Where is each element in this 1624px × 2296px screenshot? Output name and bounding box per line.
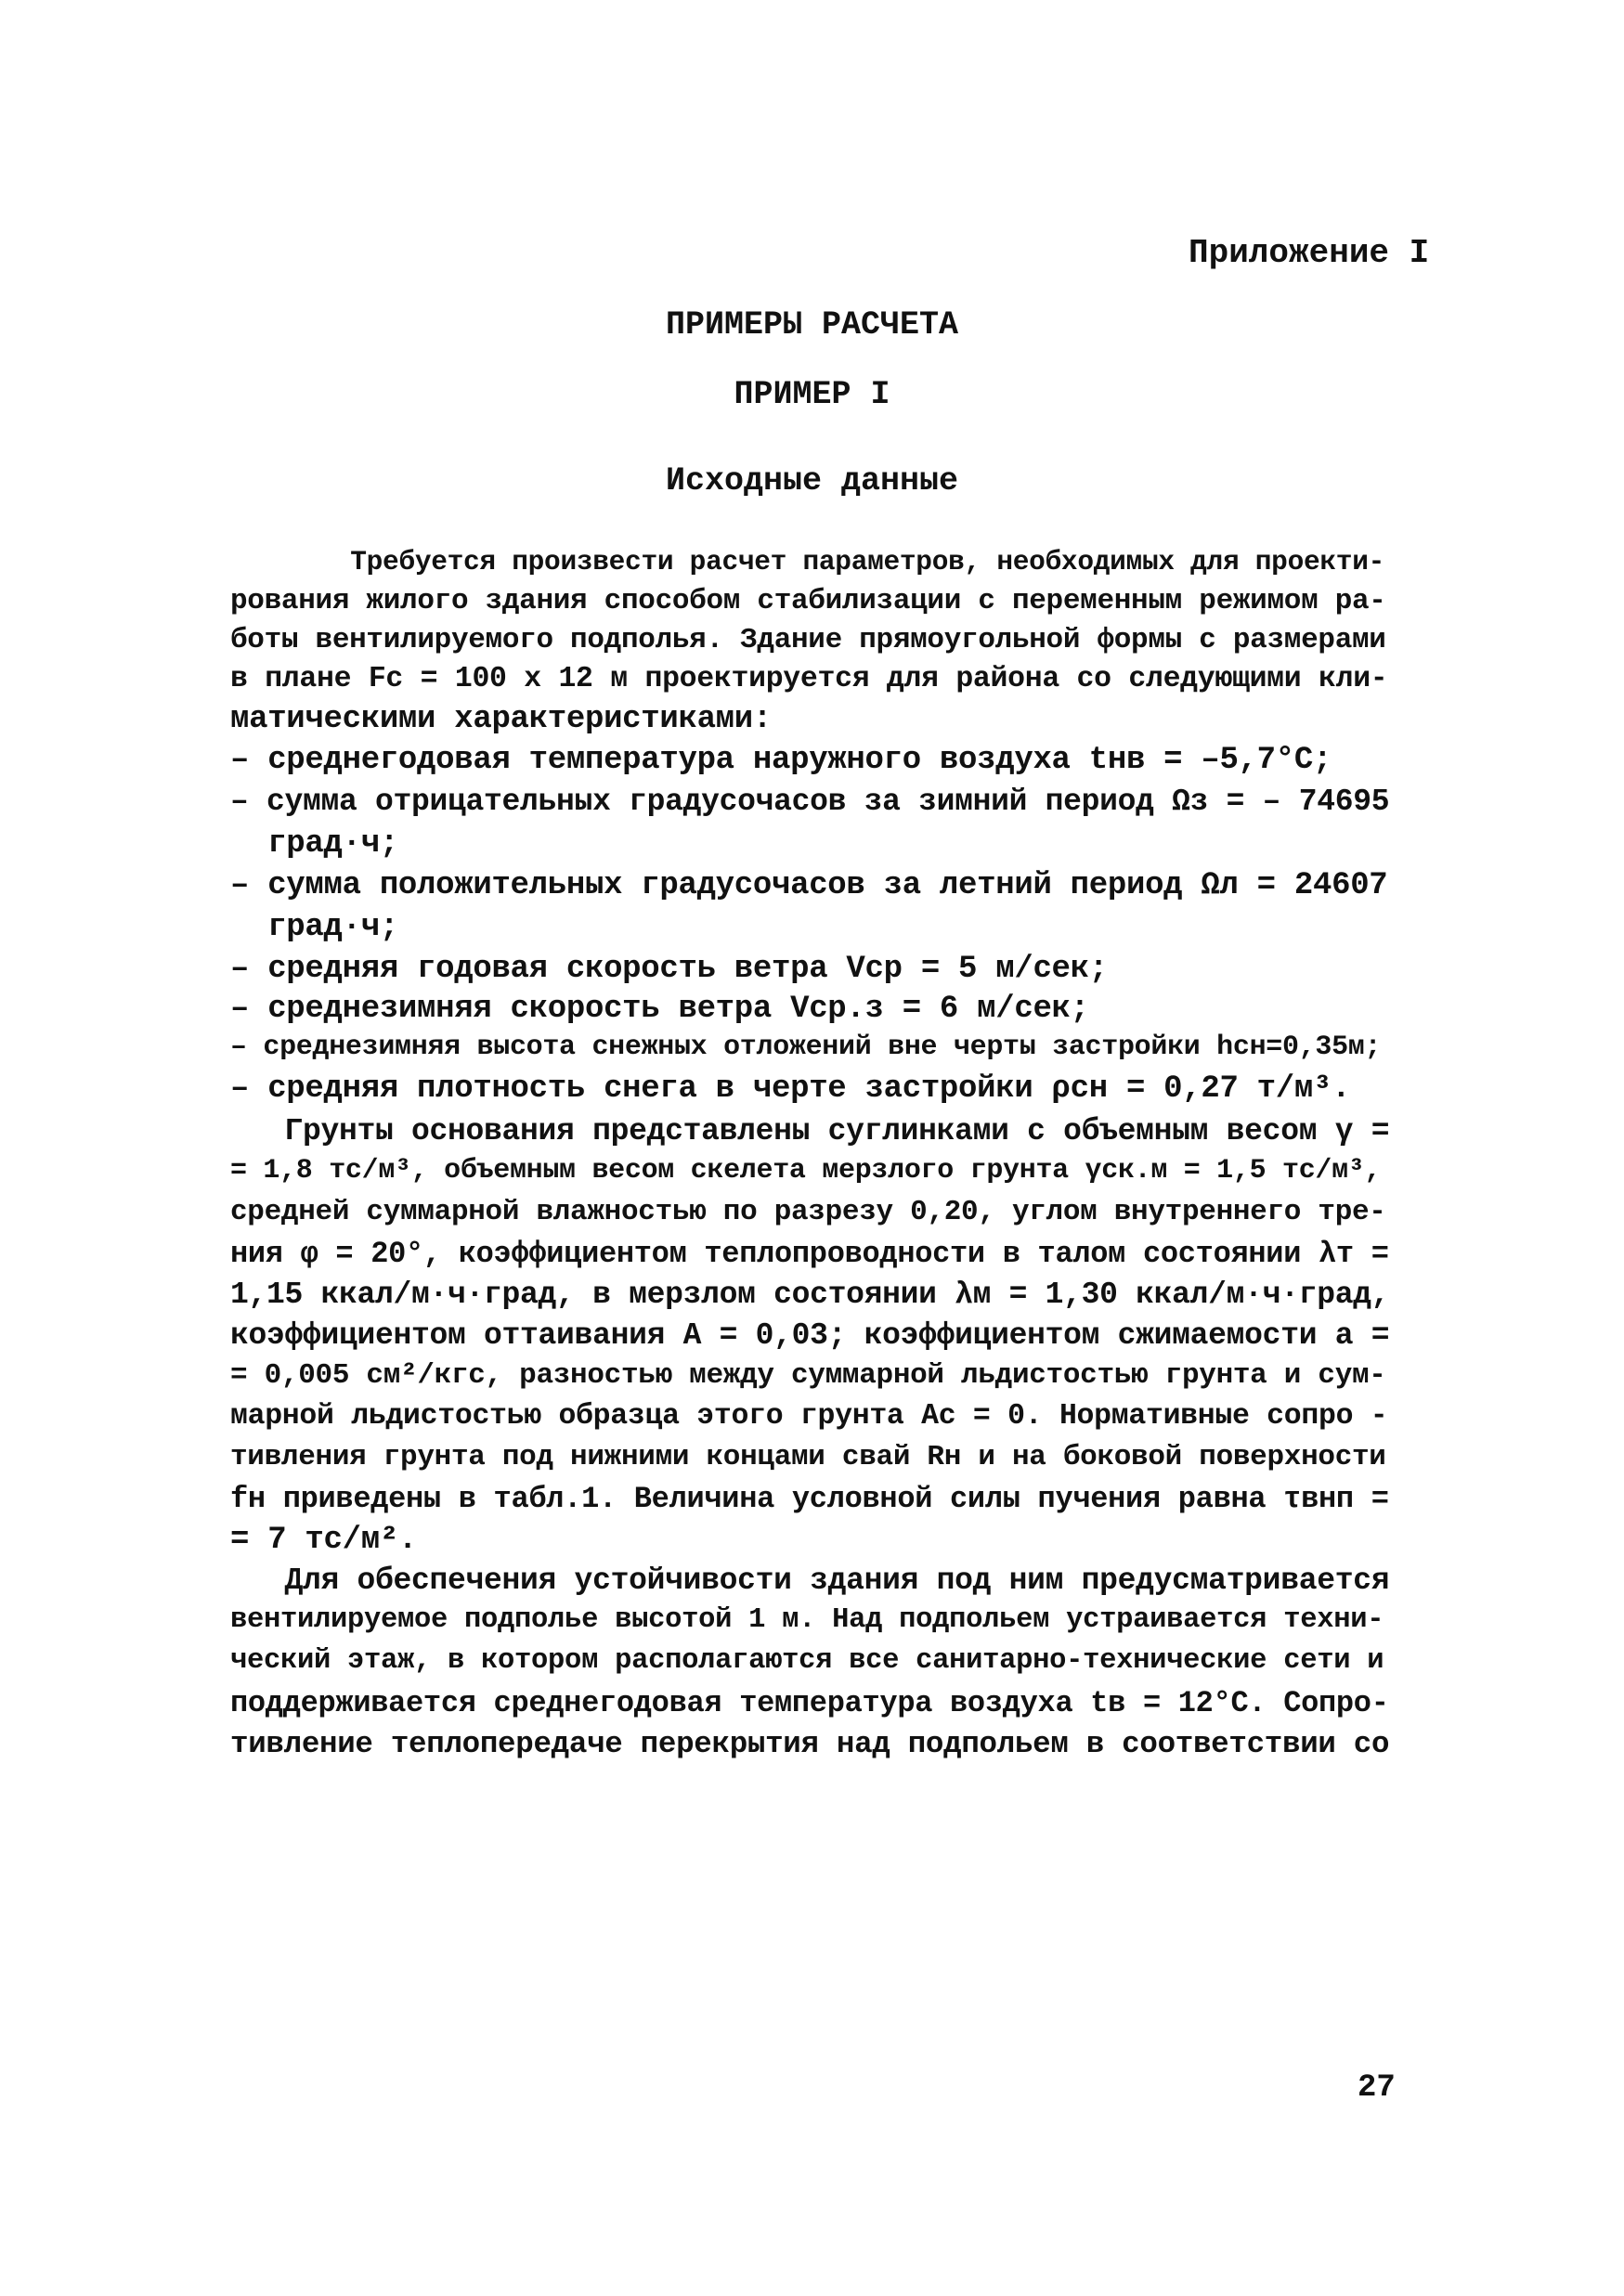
text-line: поддерживается среднегодовая температура воздуха tв = 12°С. Сопро- xyxy=(230,1686,1389,1720)
text-line: = 7 тс/м². xyxy=(230,1523,418,1558)
text-line: вентилируемое подполье высотой 1 м. Над подпольем устраивается техни- xyxy=(230,1604,1384,1636)
text-line: ческий этаж, в котором располагаются все санитарно-технические сети и xyxy=(230,1645,1384,1677)
text-line: – средняя плотность снега в черте застройки ρсн = 0,27 т/м³. xyxy=(230,1071,1351,1107)
text-line: марной льдистостью образца этого грунта Ас = 0. Нормативные сопро - xyxy=(230,1400,1388,1433)
text-line: боты вентилируемого подполья. Здание прямоугольной формы с размерами xyxy=(230,624,1386,656)
text-line: – среднезимняя скорость ветра Vср.з = 6 м/сек; xyxy=(230,992,1089,1027)
text-line: – среднегодовая температура наружного воздуха tнв = –5,7°С; xyxy=(230,743,1332,778)
text-line: fн приведены в табл.1. Величина условной силы пучения равна τвнп = xyxy=(230,1482,1389,1516)
text-line: тивления грунта под нижними концами свай Rн и на боковой поверхности xyxy=(230,1441,1386,1473)
heading-initial-data: Исходные данные xyxy=(665,462,959,499)
text-line: Требуется произвести расчет параметров, необходимых для проекти- xyxy=(302,546,1384,577)
text-line: рования жилого здания способом стабилизации с переменным режимом ра- xyxy=(230,585,1386,617)
text-line: в плане Fс = 100 х 12 м проектируется для района со следующими кли- xyxy=(230,663,1388,695)
text-line: 1,15 ккал/м·ч·град, в мерзлом состоянии λм = 1,30 ккал/м·ч·град, xyxy=(230,1278,1390,1312)
appendix-label: Приложение I xyxy=(1189,234,1430,272)
text-line: – среднезимняя высота снежных отложений вне черты застройки hсн=0,35м; xyxy=(230,1031,1382,1063)
text-line: – сумма положительных градусочасов за летний период Ωл = 24607 xyxy=(230,868,1388,903)
text-line: тивление теплопередаче перекрытия над подпольем в соответствии со xyxy=(230,1727,1390,1761)
text-line: град·ч; xyxy=(230,826,398,862)
heading-example-1: ПРИМЕР I xyxy=(734,376,890,413)
text-line: матическими характеристиками: xyxy=(230,702,772,737)
text-line: = 0,005 см²/кгс, разностью между суммарной льдистостью грунта и сум- xyxy=(230,1359,1386,1392)
text-line: коэффициентом оттаивания А = 0,03; коэффициентом сжимаемости а = xyxy=(230,1318,1390,1353)
text-line: = 1,8 тс/м³, объемным весом скелета мерзлого грунта γск.м = 1,5 тс/м³, xyxy=(230,1155,1382,1187)
text-line: град·ч; xyxy=(230,910,398,945)
text-line: средней суммарной влажностью по разрезу 0,20, углом внутреннего тре- xyxy=(230,1196,1386,1228)
page-number: 27 xyxy=(1358,2070,1396,2106)
text-line: ния φ = 20°, коэффициентом теплопроводности в талом состоянии λт = xyxy=(230,1237,1389,1271)
text-line: Грунты основания представлены суглинками с объемным весом γ = xyxy=(230,1114,1390,1148)
text-line: – сумма отрицательных градусочасов за зимний период Ωз = – 74695 xyxy=(230,785,1390,819)
heading-examples: ПРИМЕРЫ РАСЧЕТА xyxy=(665,306,959,344)
text-line: Для обеспечения устойчивости здания под ним предусматривается xyxy=(230,1563,1390,1598)
text-line: – средняя годовая скорость ветра Vср = 5 м/сек; xyxy=(230,952,1108,987)
